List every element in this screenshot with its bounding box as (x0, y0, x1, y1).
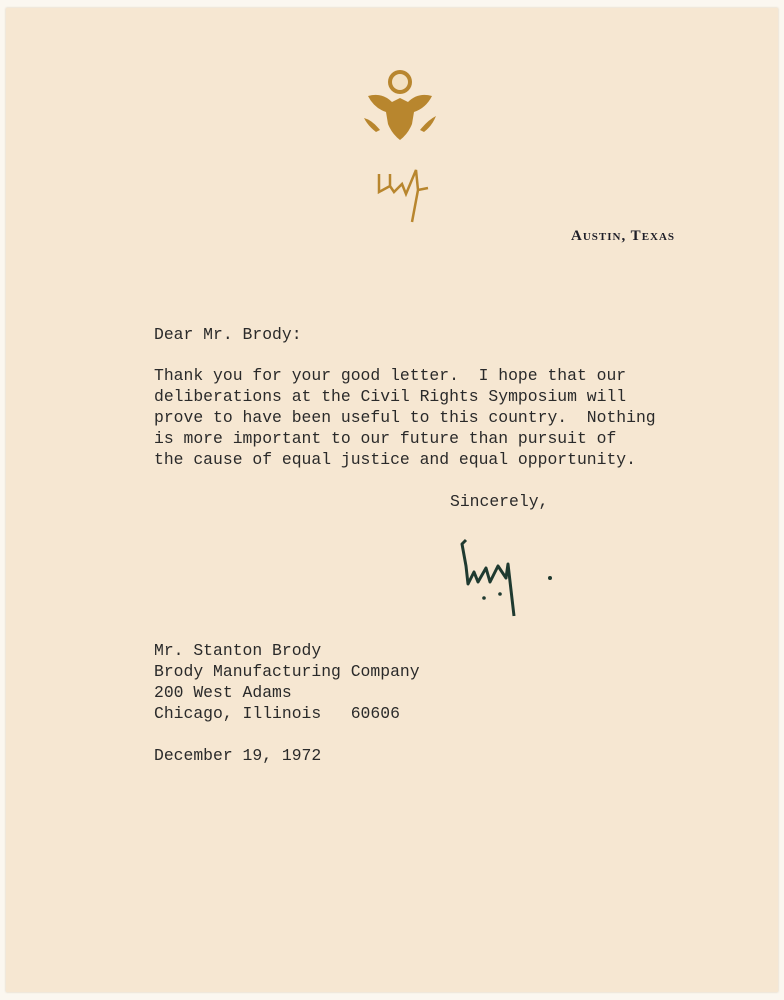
closing: Sincerely, (450, 492, 549, 511)
great-seal-emblem (362, 68, 438, 146)
recipient-line: Mr. Stanton Brody (154, 641, 322, 660)
handwritten-signature (456, 536, 566, 624)
letterhead-location: Austin, Texas (571, 228, 676, 244)
letter-date: December 19, 1972 (154, 746, 322, 765)
body-line: deliberations at the Civil Rights Symposium will (154, 387, 627, 406)
recipient-line: 200 West Adams (154, 683, 292, 702)
salutation: Dear Mr. Brody: (154, 325, 302, 344)
recipient-line: Chicago, Illinois 60606 (154, 704, 400, 723)
lbj-monogram (376, 166, 432, 224)
letter-page (6, 8, 778, 992)
body-line: Thank you for your good letter. I hope that our (154, 366, 627, 385)
recipient-line: Brody Manufacturing Company (154, 662, 420, 681)
body-line: the cause of equal justice and equal opportunity. (154, 450, 636, 469)
body-line: is more important to our future than pursuit of (154, 429, 617, 448)
body-line: prove to have been useful to this country. Nothing (154, 408, 656, 427)
